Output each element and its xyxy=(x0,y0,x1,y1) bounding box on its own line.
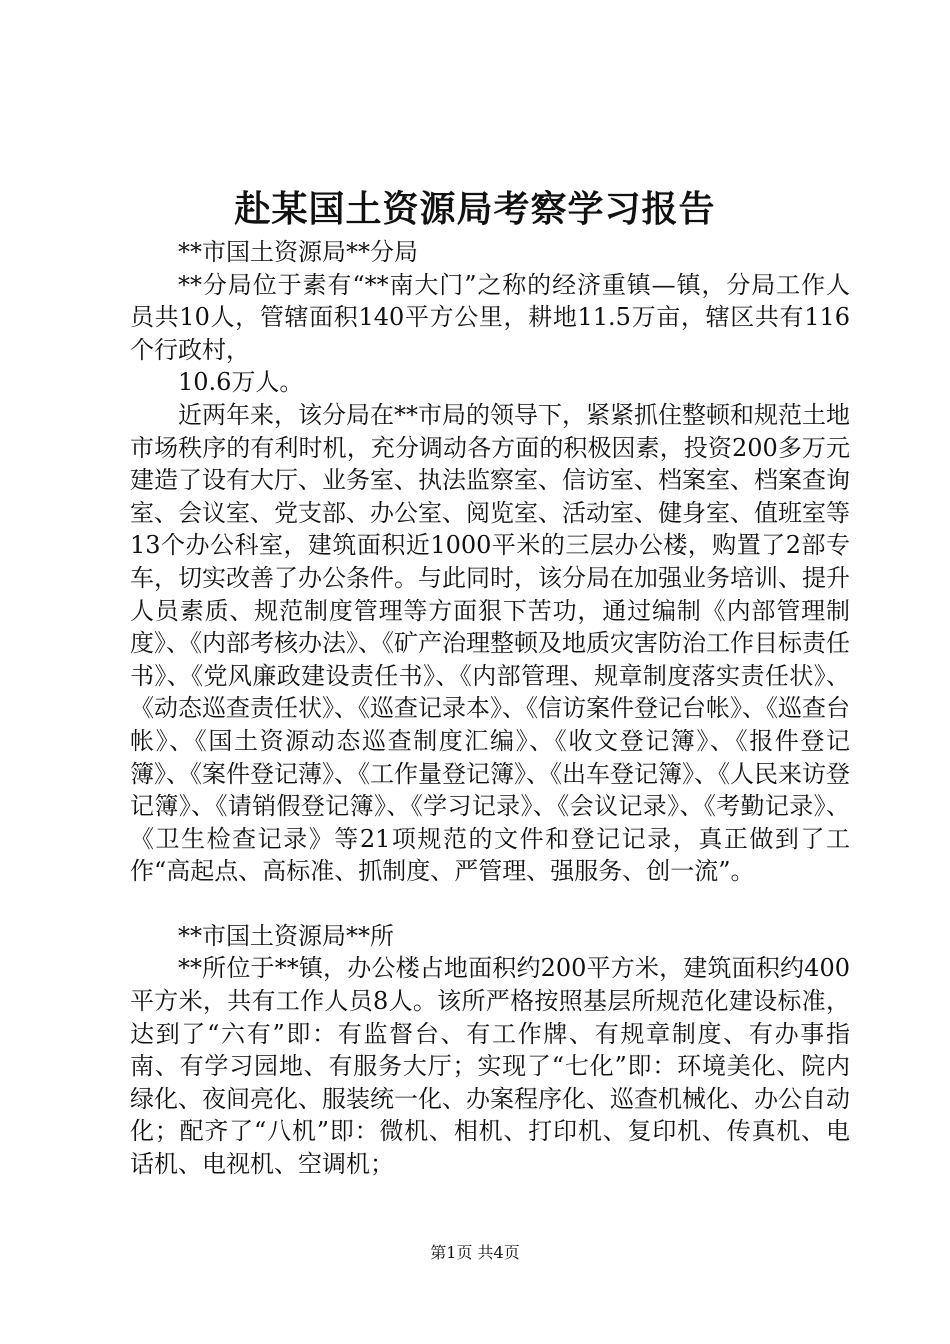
paragraph-branch-overview: **分局位于素有“**南大门”之称的经济重镇—镇，分局工作人员共10人，管辖面积140平方公里，耕地11.5万亩，辖区共有116个行政村， xyxy=(130,270,850,364)
section-heading-branch: **市国土资源局**分局 xyxy=(178,238,418,266)
section-heading-office: **市国土资源局**所 xyxy=(178,921,394,950)
paragraph-branch-achievements: 近两年来，该分局在**市局的领导下，紧紧抓住整顿和规范土地市场秩序的有利时机，充分调动各方面的积极因素，投资200多万元建造了设有大厅、业务室、执法监察室、信访室、档案室、档案查询室、会议室、党支部、办公室、阅览室、活动室、健身室、值班室等13个办公科室，建筑面积近1000平米的三层办公楼，购置了2部专车，切实改善了办公条件。与此同时，该分局在加强业务培训、提升人员素质、规范制度管理等方面狠下苦功，通过编制《内部管理制度》、《内部考核办法》、《矿产治理整顿及地质灾害防治工作目标责任书》、《党风廉政建设责任书》、《内部管理、规章制度落实责任状》、《动态巡查责任状》、《巡查记录本》、《信访案件登记台帐》、《巡查台帐》、《国土资源动态巡查制度汇编》、《收文登记簿》、《报件登记簿》、《案件登记薄》、《工作量登记簿》、《出车登记簿》、《人民来访登记簿》、《请销假登记簿》、《学习记录》、《会议记录》、《考勤记录》、《卫生检查记录》等21项规范的文件和登记记录，真正做到了工作“高起点、高标准、抓制度、严管理、强服务、创一流”。 xyxy=(130,400,850,886)
document-body xyxy=(130,236,850,1181)
paragraph-population: 10.6万人。 xyxy=(178,368,304,397)
document-title: 赴某国土资源局考察学习报告 xyxy=(234,188,716,230)
paragraph-office-overview: **所位于**镇，办公楼占地面积约200平方米，建筑面积约400平方米，共有工作人员8人。该所严格按照基层所规范化建设标准，达到了“六有”即：有监督台、有工作牌、有规章制度、有办事指南、有学习园地、有服务大厅；实现了“七化”即：环境美化、院内绿化、夜间亮化、服装统一化、办案程序化、巡查机械化、办公自动化；配齐了“八机”即：微机、相机、打印机、复印机、传真机、电话机、电视机、空调机； xyxy=(130,954,850,1179)
page-number-footer: 第1页 共4页 xyxy=(430,1243,520,1262)
